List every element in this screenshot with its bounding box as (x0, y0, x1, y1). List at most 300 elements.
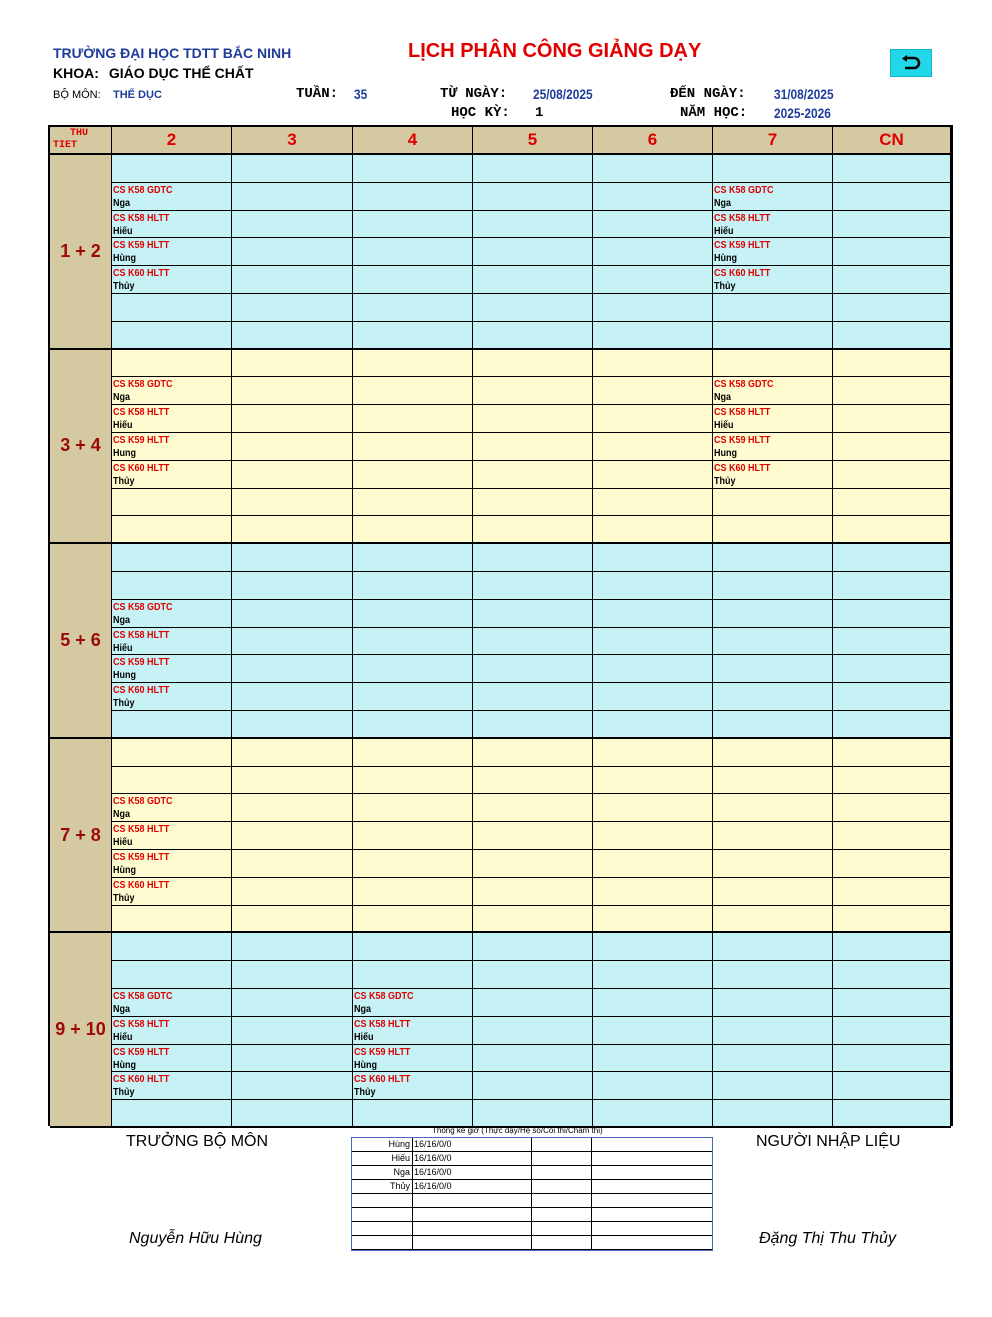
schedule-cell[interactable] (473, 238, 593, 266)
schedule-cell[interactable] (593, 377, 713, 405)
schedule-cell[interactable] (232, 628, 353, 656)
teacher-name: Hiếu (113, 420, 133, 432)
schedule-cell[interactable] (713, 294, 833, 322)
class-code: CS K58 GDTC (113, 184, 173, 196)
class-code: CS K58 HLTT (354, 1018, 411, 1030)
teacher-name: Hiếu (113, 837, 133, 849)
schedule-cell[interactable] (232, 794, 353, 822)
schedule-cell[interactable] (112, 155, 232, 183)
header-corner (50, 127, 112, 155)
schedule-cell[interactable] (232, 878, 353, 906)
schedule-cell[interactable] (713, 989, 833, 1017)
schedule-cell[interactable] (473, 1045, 593, 1073)
class-code: CS K60 HLTT (354, 1074, 411, 1086)
schedule-cell[interactable] (473, 516, 593, 544)
class-assignment[interactable] (113, 1073, 169, 1099)
schedule-cell[interactable] (353, 544, 473, 572)
schedule-cell[interactable] (593, 739, 713, 767)
schedule-cell[interactable] (713, 711, 833, 739)
class-assignment[interactable] (113, 212, 169, 238)
schedule-cell[interactable] (593, 1100, 713, 1128)
faculty-label: KHOA: (53, 65, 99, 81)
schedule-cell[interactable] (593, 1045, 713, 1073)
schedule-cell[interactable] (232, 655, 353, 683)
schedule-cell[interactable] (593, 794, 713, 822)
class-code: CS K59 HLTT (714, 240, 771, 252)
teacher-name: Nga (714, 197, 732, 209)
schedule-cell[interactable] (833, 655, 951, 683)
schedule-cell[interactable] (713, 933, 833, 961)
schedule-cell[interactable] (713, 1045, 833, 1073)
schedule-cell[interactable] (833, 822, 951, 850)
teacher-name: Nga (113, 1004, 131, 1015)
schedule-cell[interactable] (833, 989, 951, 1017)
schedule-cell[interactable] (833, 933, 951, 961)
schedule-cell[interactable] (593, 822, 713, 850)
schedule-cell[interactable] (593, 600, 713, 628)
schedule-cell[interactable] (353, 238, 473, 266)
schedule-cell[interactable] (593, 572, 713, 600)
schedule-cell[interactable] (353, 822, 473, 850)
schedule-cell[interactable] (833, 683, 951, 711)
schedule-cell[interactable] (593, 961, 713, 989)
stats-hours-value: 16/16/0/0 (414, 1139, 452, 1149)
schedule-cell[interactable] (593, 461, 713, 489)
schedule-cell[interactable] (232, 822, 353, 850)
schedule-cell[interactable] (232, 350, 353, 378)
schedule-cell[interactable] (232, 211, 353, 239)
schedule-cell[interactable] (353, 461, 473, 489)
schedule-cell[interactable] (473, 711, 593, 739)
schedule-cell[interactable] (713, 544, 833, 572)
schedule-cell[interactable] (593, 933, 713, 961)
class-assignment[interactable] (113, 629, 169, 655)
schedule-cell[interactable] (353, 183, 473, 211)
schedule-cell[interactable] (353, 711, 473, 739)
schedule-cell[interactable] (593, 1017, 713, 1045)
class-assignment[interactable] (113, 239, 169, 265)
schedule-cell[interactable] (353, 433, 473, 461)
schedule-cell[interactable] (833, 516, 951, 544)
schedule-cell[interactable] (593, 711, 713, 739)
schedule-cell[interactable] (473, 489, 593, 517)
class-assignment[interactable] (354, 1073, 410, 1099)
schedule-cell[interactable] (232, 933, 353, 961)
schedule-cell[interactable] (232, 294, 353, 322)
schedule-cell[interactable] (232, 1017, 353, 1045)
class-code: CS K60 HLTT (113, 879, 170, 891)
schedule-cell[interactable] (353, 489, 473, 517)
schedule-cell[interactable] (593, 1072, 713, 1100)
teacher-name: Hùng (113, 1059, 136, 1071)
schedule-cell[interactable] (473, 183, 593, 211)
schedule-cell[interactable] (713, 155, 833, 183)
schedule-cell[interactable] (232, 906, 353, 934)
class-code: CS K59 HLTT (113, 240, 170, 252)
schedule-cell[interactable] (473, 794, 593, 822)
schedule-cell[interactable] (112, 933, 232, 961)
class-code: CS K59 HLTT (113, 1046, 170, 1058)
schedule-cell[interactable] (593, 489, 713, 517)
schedule-cell[interactable] (713, 322, 833, 350)
schedule-cell[interactable] (833, 461, 951, 489)
schedule-cell[interactable] (833, 961, 951, 989)
class-assignment[interactable] (714, 462, 770, 488)
semester-value: 1 (535, 105, 544, 121)
schedule-cell[interactable] (353, 572, 473, 600)
schedule-cell[interactable] (833, 544, 951, 572)
teacher-name: Thủy (714, 281, 736, 293)
schedule-cell[interactable] (353, 683, 473, 711)
schedule-cell[interactable] (353, 850, 473, 878)
schedule-cell[interactable] (593, 516, 713, 544)
schedule-cell[interactable] (353, 628, 473, 656)
schedule-cell[interactable] (353, 794, 473, 822)
class-code: CS K60 HLTT (113, 462, 170, 474)
schedule-cell[interactable] (473, 906, 593, 934)
class-assignment[interactable] (113, 795, 173, 821)
day-header-6: 6 (593, 127, 713, 155)
schedule-cell[interactable] (473, 405, 593, 433)
class-assignment[interactable] (113, 879, 169, 905)
schedule-cell[interactable] (353, 1100, 473, 1128)
class-code: CS K58 HLTT (113, 407, 170, 419)
schedule-cell[interactable] (232, 183, 353, 211)
stats-teacher-name: Hùng (388, 1139, 410, 1149)
schedule-cell[interactable] (713, 600, 833, 628)
schedule-cell[interactable] (593, 294, 713, 322)
teacher-name: Hùng (113, 865, 136, 876)
schedule-cell[interactable] (112, 906, 232, 934)
schedule-cell[interactable] (593, 155, 713, 183)
schedule-cell[interactable] (833, 350, 951, 378)
schedule-cell[interactable] (713, 961, 833, 989)
schedule-cell[interactable] (232, 461, 353, 489)
schedule-cell[interactable] (833, 1100, 951, 1128)
class-assignment[interactable] (113, 434, 169, 460)
schedule-cell[interactable] (473, 961, 593, 989)
class-code: CS K58 GDTC (113, 379, 173, 391)
schedule-cell[interactable] (353, 405, 473, 433)
schedule-cell[interactable] (473, 1072, 593, 1100)
schedule-cell[interactable] (713, 794, 833, 822)
class-code: CS K58 HLTT (113, 629, 170, 641)
class-code: CS K60 HLTT (113, 1074, 170, 1086)
class-assignment[interactable] (714, 239, 770, 265)
schedule-cell[interactable] (112, 767, 232, 795)
teacher-name: Nga (113, 614, 131, 626)
schedule-cell[interactable] (713, 683, 833, 711)
class-assignment[interactable] (113, 990, 173, 1016)
schedule-cell[interactable] (232, 1100, 353, 1128)
schedule-cell[interactable] (473, 377, 593, 405)
stats-hours-value: 16/16/0/0 (414, 1181, 452, 1191)
class-code: CS K58 HLTT (714, 407, 771, 419)
schedule-cell[interactable] (473, 878, 593, 906)
schedule-cell[interactable] (232, 1072, 353, 1100)
schedule-cell[interactable] (473, 544, 593, 572)
schedule-cell[interactable] (593, 628, 713, 656)
schedule-cell[interactable] (232, 711, 353, 739)
class-code: CS K60 HLTT (113, 685, 170, 697)
teacher-name: Hung (113, 670, 136, 682)
schedule-cell[interactable] (232, 739, 353, 767)
class-assignment[interactable] (113, 1046, 169, 1072)
year-label: NĂM HỌC: (680, 105, 748, 121)
class-assignment[interactable] (354, 1018, 410, 1044)
schedule-cell[interactable] (713, 1072, 833, 1100)
schedule-cell[interactable] (833, 850, 951, 878)
schedule-cell[interactable] (353, 266, 473, 294)
schedule-cell[interactable] (473, 822, 593, 850)
schedule-cell[interactable] (473, 933, 593, 961)
schedule-cell[interactable] (713, 350, 833, 378)
schedule-cell[interactable] (232, 516, 353, 544)
class-assignment[interactable] (354, 1046, 410, 1072)
schedule-cell[interactable] (713, 1100, 833, 1128)
schedule-cell[interactable] (232, 238, 353, 266)
schedule-cell[interactable] (473, 294, 593, 322)
schedule-cell[interactable] (833, 1072, 951, 1100)
schedule-cell[interactable] (232, 544, 353, 572)
schedule-cell[interactable] (833, 322, 951, 350)
from-date-value: 25/08/2025 (533, 86, 593, 102)
schedule-cell[interactable] (473, 322, 593, 350)
class-assignment[interactable] (113, 267, 169, 293)
class-code: CS K58 GDTC (354, 991, 414, 1002)
schedule-cell[interactable] (713, 628, 833, 656)
day-header-5: 5 (473, 127, 593, 155)
schedule-cell[interactable] (353, 655, 473, 683)
schedule-cell[interactable] (713, 572, 833, 600)
schedule-cell[interactable] (593, 405, 713, 433)
schedule-cell[interactable] (593, 989, 713, 1017)
class-code: CS K58 HLTT (113, 824, 170, 836)
schedule-cell[interactable] (473, 350, 593, 378)
schedule-cell[interactable] (833, 767, 951, 795)
schedule-cell[interactable] (112, 572, 232, 600)
schedule-cell[interactable] (232, 989, 353, 1017)
teacher-name: Thủy (113, 1087, 135, 1099)
schedule-cell[interactable] (833, 211, 951, 239)
schedule-cell[interactable] (833, 294, 951, 322)
schedule-cell[interactable] (713, 1017, 833, 1045)
schedule-cell[interactable] (713, 489, 833, 517)
class-assignment[interactable] (714, 434, 770, 460)
schedule-cell[interactable] (833, 739, 951, 767)
schedule-cell[interactable] (833, 155, 951, 183)
class-assignment[interactable] (113, 851, 169, 877)
schedule-cell[interactable] (593, 767, 713, 795)
class-assignment[interactable] (714, 267, 770, 293)
schedule-cell[interactable] (473, 739, 593, 767)
class-assignment[interactable] (113, 462, 169, 488)
schedule-cell[interactable] (473, 155, 593, 183)
schedule-cell[interactable] (833, 377, 951, 405)
class-assignment[interactable] (714, 184, 774, 210)
class-assignment[interactable] (714, 212, 770, 238)
teacher-name: Nga (714, 392, 732, 404)
schedule-cell[interactable] (593, 266, 713, 294)
schedule-cell[interactable] (232, 600, 353, 628)
schedule-cell[interactable] (593, 655, 713, 683)
schedule-cell[interactable] (593, 322, 713, 350)
class-assignment[interactable] (113, 601, 173, 627)
schedule-cell[interactable] (833, 628, 951, 656)
schedule-cell[interactable] (833, 1045, 951, 1073)
schedule-cell[interactable] (713, 878, 833, 906)
schedule-cell[interactable] (473, 683, 593, 711)
schedule-cell[interactable] (833, 489, 951, 517)
schedule-cell[interactable] (112, 294, 232, 322)
class-assignment[interactable] (113, 1018, 169, 1044)
schedule-cell[interactable] (232, 850, 353, 878)
schedule-cell[interactable] (473, 461, 593, 489)
schedule-cell[interactable] (593, 850, 713, 878)
schedule-cell[interactable] (473, 767, 593, 795)
schedule-cell[interactable] (833, 238, 951, 266)
schedule-cell[interactable] (833, 1017, 951, 1045)
schedule-cell[interactable] (713, 906, 833, 934)
schedule-cell[interactable] (473, 572, 593, 600)
schedule-cell[interactable] (232, 405, 353, 433)
schedule-cell[interactable] (112, 961, 232, 989)
back-button[interactable] (890, 49, 932, 77)
schedule-cell[interactable] (353, 767, 473, 795)
schedule-cell[interactable] (593, 211, 713, 239)
schedule-grid (48, 125, 953, 1126)
schedule-cell[interactable] (232, 377, 353, 405)
schedule-cell[interactable] (473, 655, 593, 683)
schedule-cell[interactable] (833, 266, 951, 294)
class-code: CS K59 HLTT (113, 435, 170, 446)
schedule-cell[interactable] (833, 711, 951, 739)
schedule-cell[interactable] (353, 878, 473, 906)
class-assignment[interactable] (113, 656, 169, 682)
schedule-cell[interactable] (833, 572, 951, 600)
schedule-cell[interactable] (232, 961, 353, 989)
class-assignment[interactable] (714, 406, 770, 432)
schedule-cell[interactable] (593, 906, 713, 934)
corner-period-label: TIET (53, 140, 78, 151)
schedule-cell[interactable] (353, 516, 473, 544)
teacher-name: Hung (714, 448, 737, 459)
schedule-cell[interactable] (473, 1017, 593, 1045)
class-code: CS K58 GDTC (714, 184, 774, 196)
schedule-cell[interactable] (112, 516, 232, 544)
schedule-cell[interactable] (232, 683, 353, 711)
stats-title: Thống kê giờ (Thực dạy/Hệ số/Coi thi/Chấm thi) (432, 1126, 603, 1135)
schedule-cell[interactable] (112, 350, 232, 378)
schedule-cell[interactable] (232, 1045, 353, 1073)
schedule-cell[interactable] (593, 433, 713, 461)
schedule-cell[interactable] (593, 350, 713, 378)
class-code: CS K58 GDTC (113, 796, 173, 808)
schedule-cell[interactable] (713, 739, 833, 767)
schedule-cell[interactable] (112, 739, 232, 767)
schedule-cell[interactable] (112, 544, 232, 572)
schedule-cell[interactable] (353, 322, 473, 350)
class-assignment[interactable] (714, 378, 774, 404)
schedule-cell[interactable] (593, 183, 713, 211)
head-of-department-title: TRƯỞNG BỘ MÔN (126, 1133, 269, 1150)
day-header-7: 7 (713, 127, 833, 155)
schedule-cell[interactable] (833, 906, 951, 934)
class-code: CS K58 HLTT (113, 212, 170, 224)
schedule-cell[interactable] (232, 489, 353, 517)
stats-hours-value: 16/16/0/0 (414, 1167, 452, 1177)
schedule-cell[interactable] (593, 878, 713, 906)
class-code: CS K58 GDTC (113, 601, 173, 613)
schedule-cell[interactable] (833, 600, 951, 628)
schedule-cell[interactable] (353, 294, 473, 322)
schedule-cell[interactable] (713, 850, 833, 878)
schedule-cell[interactable] (833, 433, 951, 461)
schedule-cell[interactable] (833, 878, 951, 906)
schedule-cell[interactable] (833, 405, 951, 433)
teacher-name: Hùng (354, 1059, 377, 1071)
class-assignment[interactable] (113, 378, 173, 404)
schedule-cell[interactable] (713, 655, 833, 683)
schedule-cell[interactable] (473, 266, 593, 294)
to-date-label: ĐẾN NGÀY: (670, 86, 746, 102)
schedule-cell[interactable] (473, 850, 593, 878)
schedule-cell[interactable] (593, 683, 713, 711)
schedule-cell[interactable] (473, 628, 593, 656)
schedule-cell[interactable] (353, 961, 473, 989)
schedule-cell[interactable] (232, 155, 353, 183)
schedule-cell[interactable] (112, 1100, 232, 1128)
class-assignment[interactable] (113, 184, 173, 210)
schedule-cell[interactable] (353, 350, 473, 378)
schedule-cell[interactable] (232, 266, 353, 294)
schedule-cell[interactable] (713, 822, 833, 850)
schedule-cell[interactable] (473, 211, 593, 239)
schedule-cell[interactable] (833, 794, 951, 822)
schedule-cell[interactable] (232, 767, 353, 795)
schedule-cell[interactable] (353, 739, 473, 767)
schedule-cell[interactable] (232, 433, 353, 461)
schedule-cell[interactable] (473, 600, 593, 628)
class-assignment[interactable] (113, 823, 169, 849)
schedule-cell[interactable] (232, 572, 353, 600)
schedule-cell[interactable] (232, 322, 353, 350)
schedule-cell[interactable] (713, 767, 833, 795)
schedule-cell[interactable] (353, 211, 473, 239)
schedule-cell[interactable] (353, 155, 473, 183)
schedule-cell[interactable] (593, 544, 713, 572)
schedule-cell[interactable] (353, 906, 473, 934)
teacher-name: Hiếu (113, 1031, 133, 1043)
schedule-cell[interactable] (713, 516, 833, 544)
schedule-cell[interactable] (473, 433, 593, 461)
schedule-cell[interactable] (112, 711, 232, 739)
teacher-name: Nga (113, 392, 131, 404)
stats-row (352, 1222, 712, 1236)
schedule-cell[interactable] (112, 322, 232, 350)
schedule-cell[interactable] (833, 183, 951, 211)
schedule-cell[interactable] (353, 600, 473, 628)
schedule-cell[interactable] (112, 489, 232, 517)
class-assignment[interactable] (354, 990, 414, 1016)
schedule-cell[interactable] (353, 377, 473, 405)
schedule-cell[interactable] (593, 238, 713, 266)
schedule-cell[interactable] (353, 933, 473, 961)
schedule-cell[interactable] (473, 989, 593, 1017)
schedule-cell[interactable] (473, 1100, 593, 1128)
class-assignment[interactable] (113, 684, 169, 710)
class-assignment[interactable] (113, 406, 169, 432)
